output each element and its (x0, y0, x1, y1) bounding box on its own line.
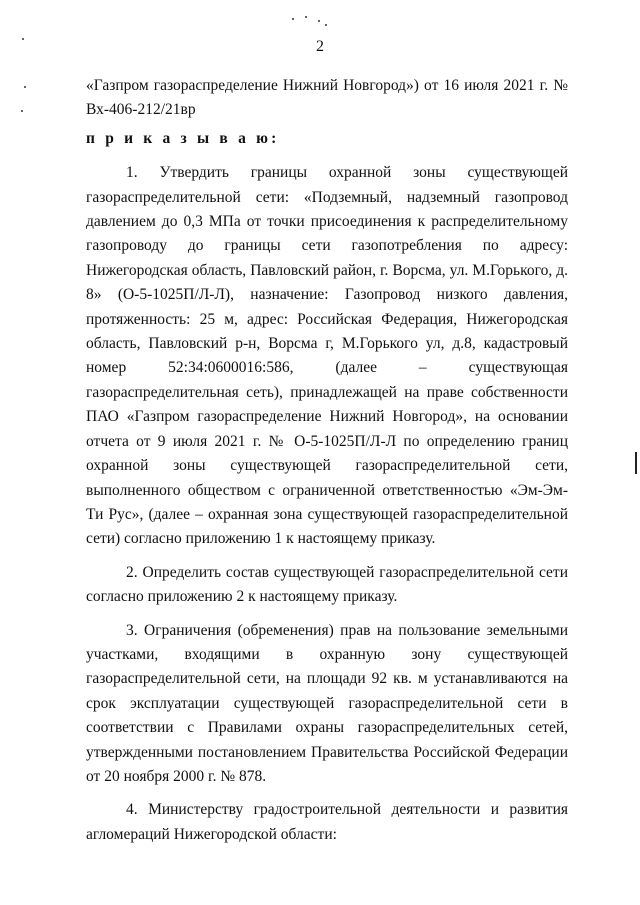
document-body (86, 74, 568, 847)
scan-artifact (292, 18, 294, 20)
scan-edge-mark (635, 452, 637, 474)
scan-artifact (305, 16, 307, 18)
scan-artifact (325, 24, 327, 26)
scan-artifact (24, 86, 26, 88)
order-item-2: 2. Определить состав существующей газораспределительной сети согласно приложению 2 к настоящему приказу. (86, 563, 568, 606)
order-heading: п р и к а з ы в а ю: (86, 129, 280, 147)
scan-artifact (318, 20, 320, 22)
scan-artifact (21, 110, 23, 112)
page-number: 2 (316, 38, 324, 55)
order-item-4: 4. Министерству градостроительной деятельности и развития агломераций Нижегородской области: (86, 801, 568, 843)
order-item-3: 3. Ограничения (обременения) прав на пользование земельными участками, входящими в охранную зону существующей газораспределительной сети, на площади 92 кв. м устанавливаются на срок эксплуатации существующей газораспределительной сети в соответствии с Правилами охраны газораспределительных сетей, утвержденными постановлением Правительства Российской Федерации от 20 ноября 2000 г. № 878. (86, 621, 568, 785)
opening-lines: «Газпром газораспределение Нижний Новгород») от 16 июля 2021 г. № Вх-406-212/21вр (86, 77, 568, 119)
order-item-1: 1. Утвердить границы охранной зоны существующей газораспределительной сети: «Подземный, надземный газопровод давлением до 0,3 МПа от точки присоединения к распределительному газопроводу до границы сети газопотребления по адресу: Нижегородская область, Павловский район, г. Ворсма, ул. М.Горького, д. 8» (О-5-1025П/Л-Л), назначение: Газопровод низкого давления, протяженность: 25 м, адрес: Российская Федерация, Нижегородская область, Павловский р-н, Ворсма г, М.Горького ул, д.8, кадастровый номер 52:34:0600016:586, (далее – существующая газораспределительная сеть), принадлежащей на праве собственности ПАО «Газпром газораспределение Нижний Новгород», на основании отчета от 9 июля 2021 г. № О-5-1025П/Л-Л по определению границ охранной зоны существующей газораспределительной сети, выполненного обществом с ограниченной ответственностью «Эм-Эм-Ти Рус», (далее – охранная зона существующей газораспределительной сети) согласно приложению 1 к настоящему приказу. (86, 164, 568, 548)
